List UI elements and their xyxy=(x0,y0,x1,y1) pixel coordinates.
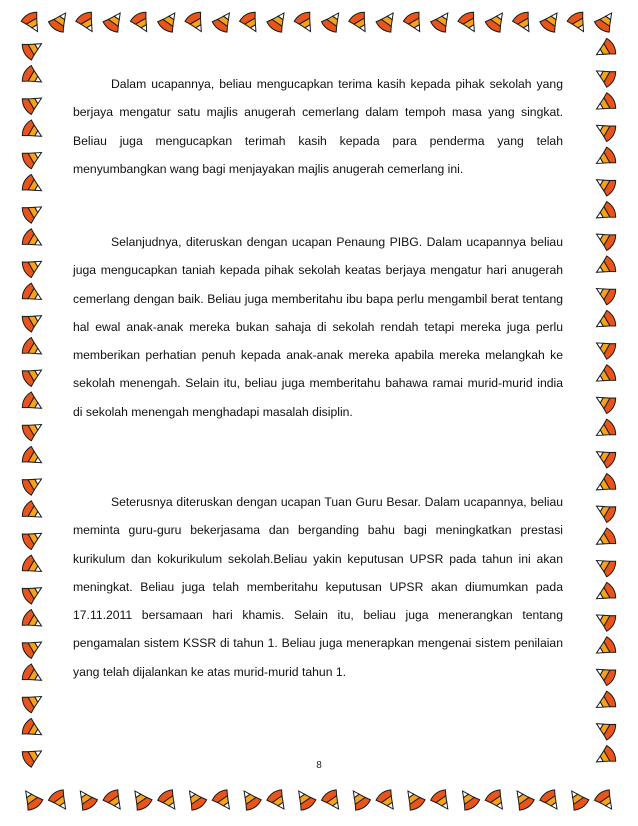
candy-corn-icon xyxy=(47,788,73,814)
paragraph-3: Seterusnya diteruskan dengan ucapan Tuan Guru Besar. Dalam ucapannya, beliau meminta guru-guru bekerjasama dan berganding bahu bagi meningkatkan prestasi kurikulum dan kokurikulum sekolah.Beliau yakin keputusan UPSR pada tahun ini akan meningkat. Beliau juga telah memberitahu keputusan UPSR akan diumumkan pada 17.11.2011 bersamaan hari khamis. Selain itu, beliau juga menerangkan tentang pengamalan sistem KSSR di tahun 1. Beliau juga menerapkan mengenai sistem penilaian yang telah dijalankan ke atas murid-murid tahun 1. xyxy=(73,495,563,679)
candy-corn-icon xyxy=(20,500,46,525)
candy-corn-icon xyxy=(375,788,401,814)
candy-corn-icon xyxy=(402,10,427,36)
candy-corn-icon xyxy=(184,10,209,36)
candy-corn-icon xyxy=(20,90,46,115)
candy-corn-icon xyxy=(538,8,564,34)
candy-corn-icon xyxy=(20,417,46,442)
candy-corn-icon xyxy=(75,10,100,36)
page-number: 8 xyxy=(316,760,322,771)
candy-corn-icon xyxy=(592,281,618,306)
candy-corn-icon xyxy=(375,8,401,34)
candy-corn-icon xyxy=(20,554,46,579)
candy-corn-icon xyxy=(592,200,618,225)
candy-corn-icon xyxy=(20,145,46,170)
candy-corn-icon xyxy=(484,8,510,34)
candy-corn-icon xyxy=(102,8,128,34)
candy-corn-icon xyxy=(592,335,618,360)
paragraph-2: Selanjudnya, diteruskan dengan ucapan Penaung PIBG. Dalam ucapannya beliau juga mengucapkan taniah kepada pihak sekolah keatas berjaya mengatur hari anugerah cemerlang dengan baik. Beliau juga memberitahu ibu bapa perlu mengambil berat tentang hal ewal anak-anak mereka bukan sahaja di sekolah rendah tetapi mereka juga perlu memberikan perhatian penuh kepada anak-anak mereka apabila mereka melangkah ke sekolah menengah. Selain itu, beliau juga memberitahu bahawa ramai murid-murid india di sekolah menengah menghadapi masalah disiplin. xyxy=(73,235,563,419)
candy-corn-icon xyxy=(20,36,46,61)
candy-corn-icon xyxy=(346,786,372,812)
candy-corn-icon xyxy=(156,788,182,814)
candy-corn-icon xyxy=(484,788,510,814)
candy-corn-icon xyxy=(20,119,46,144)
candy-corn-icon xyxy=(592,172,618,197)
candy-corn-icon xyxy=(592,92,618,117)
candy-corn-icon xyxy=(237,786,263,812)
candy-corn-icon xyxy=(156,8,182,34)
candy-corn-icon xyxy=(20,743,46,768)
candy-corn-icon xyxy=(211,8,237,34)
candy-corn-icon xyxy=(128,786,154,812)
candy-corn-icon xyxy=(592,226,618,251)
candy-corn-icon xyxy=(20,608,46,633)
candy-corn-icon xyxy=(538,788,564,814)
candy-corn-icon xyxy=(592,636,618,661)
candy-corn-icon xyxy=(320,8,346,34)
candy-corn-icon xyxy=(592,63,618,88)
candy-corn-icon xyxy=(238,10,263,36)
candy-corn-icon xyxy=(566,10,591,36)
candy-corn-icon xyxy=(182,786,208,812)
candy-corn-icon xyxy=(592,498,618,523)
candy-corn-icon xyxy=(592,146,618,171)
candy-corn-icon xyxy=(265,8,291,34)
candy-corn-icon xyxy=(20,254,46,279)
candy-corn-icon xyxy=(20,689,46,714)
candy-corn-icon xyxy=(593,788,619,814)
candy-corn-icon xyxy=(592,716,618,741)
candy-corn-icon xyxy=(20,663,46,688)
candy-corn-icon xyxy=(592,472,618,497)
candy-corn-icon xyxy=(129,10,154,36)
candy-corn-icon xyxy=(73,786,99,812)
candy-corn-icon xyxy=(20,634,46,659)
candy-corn-icon xyxy=(20,526,46,551)
candy-corn-icon xyxy=(592,418,618,443)
candy-corn-icon xyxy=(20,362,46,387)
candy-corn-icon xyxy=(20,308,46,333)
candy-corn-icon xyxy=(592,444,618,469)
candy-corn-icon xyxy=(592,581,618,606)
candy-corn-icon xyxy=(592,255,618,280)
candy-corn-icon xyxy=(348,10,373,36)
candy-corn-icon xyxy=(293,10,318,36)
candy-corn-icon xyxy=(20,199,46,224)
candy-corn-icon xyxy=(592,309,618,334)
candy-corn-icon xyxy=(211,788,237,814)
candy-corn-icon xyxy=(592,690,618,715)
candy-corn-icon xyxy=(20,717,46,742)
candy-corn-icon xyxy=(20,173,46,198)
candy-corn-icon xyxy=(18,786,44,812)
candy-corn-icon xyxy=(20,336,46,361)
candy-corn-icon xyxy=(291,786,317,812)
candy-corn-icon xyxy=(510,786,536,812)
candy-corn-icon xyxy=(265,788,291,814)
candy-corn-icon xyxy=(20,228,46,253)
candy-corn-icon xyxy=(20,580,46,605)
candy-corn-icon xyxy=(592,364,618,389)
candy-corn-icon xyxy=(20,471,46,496)
candy-corn-icon xyxy=(592,553,618,578)
candy-corn-icon xyxy=(455,786,481,812)
candy-corn-icon xyxy=(592,37,618,62)
candy-corn-icon xyxy=(20,10,45,36)
candy-corn-icon xyxy=(20,282,46,307)
candy-corn-icon xyxy=(102,788,128,814)
candy-corn-icon xyxy=(47,8,73,34)
candy-corn-icon xyxy=(564,786,590,812)
candy-corn-icon xyxy=(592,390,618,415)
candy-corn-icon xyxy=(429,788,455,814)
candy-corn-icon xyxy=(457,10,482,36)
candy-corn-icon xyxy=(592,744,618,769)
candy-corn-icon xyxy=(401,786,427,812)
candy-corn-icon xyxy=(20,64,46,89)
candy-corn-icon xyxy=(592,118,618,143)
candy-corn-icon xyxy=(592,662,618,687)
candy-corn-icon xyxy=(593,8,619,34)
candy-corn-icon xyxy=(20,445,46,470)
candy-corn-icon xyxy=(511,10,536,36)
candy-corn-icon xyxy=(592,607,618,632)
candy-corn-icon xyxy=(20,391,46,416)
candy-corn-icon xyxy=(592,527,618,552)
candy-corn-icon xyxy=(429,8,455,34)
candy-corn-icon xyxy=(320,788,346,814)
paragraph-1: Dalam ucapannya, beliau mengucapkan terima kasih kepada pihak sekolah yang berjaya mengatur satu majlis anugerah cemerlang dalam tempoh masa yang singkat. Beliau juga mengucapkan terimah kasih kepada para penderma yang telah menyumbangkan wang bagi menjayakan majlis anugerah cemerlang ini. xyxy=(73,77,563,176)
